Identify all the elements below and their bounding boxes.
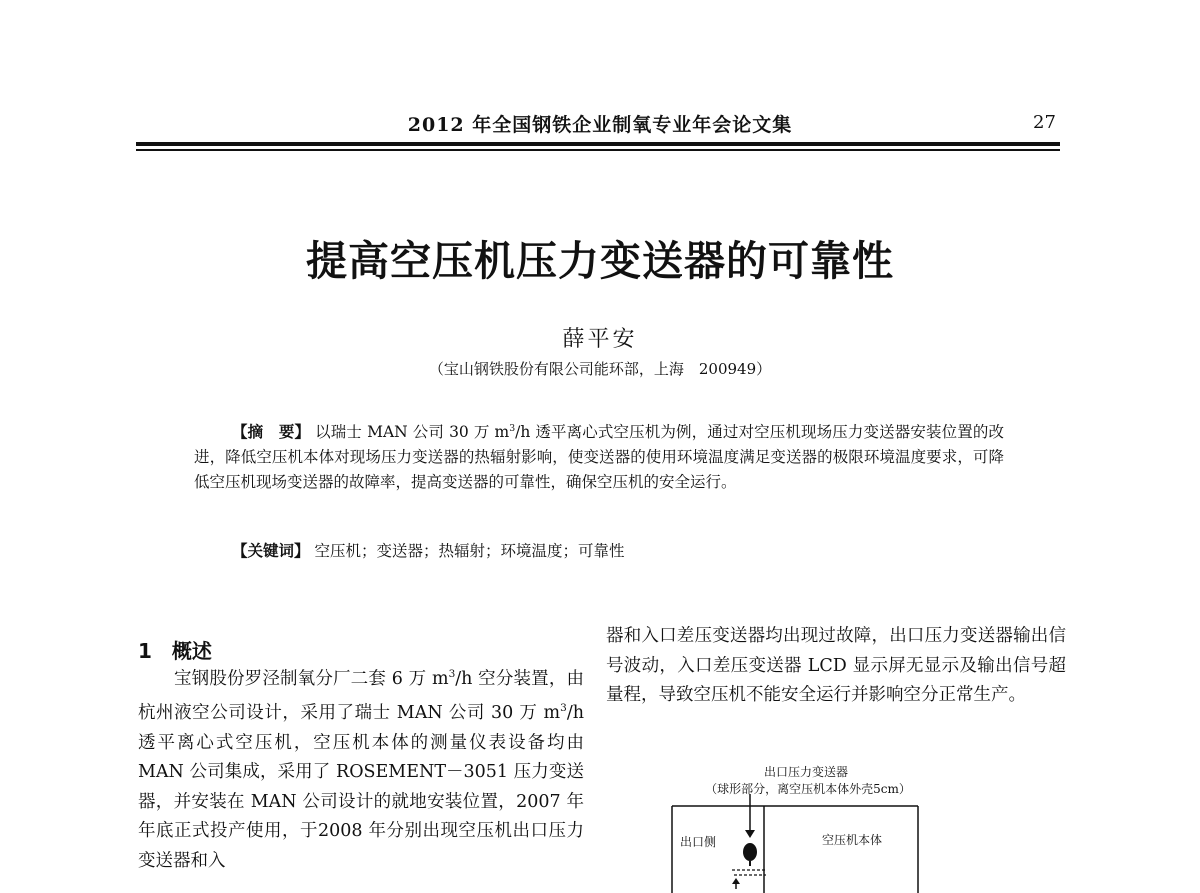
- header-rule-thick: [136, 142, 1060, 146]
- section-heading: 1 概述: [138, 639, 212, 663]
- arrow-up-head: [732, 878, 740, 884]
- section-sup1: 3: [448, 668, 456, 680]
- abstract-label: 【摘 要】: [232, 422, 311, 442]
- paper-title: 提高空压机压力变送器的可靠性: [306, 237, 894, 285]
- keywords-label: 【关键词】: [232, 541, 310, 560]
- journal-header: 2012 年全国钢铁企业制氧专业年会论文集: [407, 114, 793, 136]
- abstract-text-a: 以瑞士 MAN 公司 30 万 m: [310, 423, 510, 442]
- figure-label-sub: （球形部分，离空压机本体外壳5cm）: [705, 782, 911, 796]
- section-text-a: 宝钢股份罗泾制氧分厂二套 6 万 m: [174, 668, 449, 689]
- section-text-b: /h 空分装置，由杭州液空公司设计，采用了瑞士 MAN 公司 30 万 m: [138, 668, 584, 724]
- keywords: [232, 539, 624, 561]
- arrow-down-head: [745, 830, 755, 838]
- section-body-right: 器和入口差压变送器均出现过故障，出口压力变送器输出信号波动，入口差压变送器 LCD 显示屏无显示及输出信号超量程，导致空压机不能安全运行并影响空分正常生产。: [606, 626, 1066, 705]
- abstract: [194, 416, 1004, 495]
- compressor-body-label: 空压机本体: [822, 833, 883, 847]
- page-number: 27: [1033, 112, 1056, 133]
- section-text-c: /h 透平离心式空压机，空压机本体的测量仪表设备均由 MAN 公司集成，采用了 ROSEMENT－3051 压力变送器，并安装在 MAN 公司设计的就地安装位置，2007 年年底正式投产使用，于2008 年分别出现空压机出口压力变送器和入: [138, 703, 584, 871]
- section-sup2: 3: [560, 702, 567, 715]
- abstract-text-b: /h 透平离心式空压机为例，通过对空压机现场压力变送器安装位置的改进，降低空压机本体对现场压力变送器的热辐射影响，使变送器的使用环境温度满足变送器的极限环境温度要求，可降低空压机现场变送器的故障率，提高变送器的可靠性，确保空压机的安全运行。: [194, 423, 1004, 492]
- header-rule-thin: [136, 149, 1060, 151]
- keywords-text: 空压机；变送器；热辐射；环境温度；可靠性: [309, 542, 625, 560]
- author: 薛平安: [562, 327, 638, 352]
- section-body-left: [138, 660, 584, 876]
- abstract-sup: 3: [509, 423, 516, 434]
- transmitter-sphere: [743, 843, 757, 861]
- affiliation: （宝山钢铁股份有限公司能环部，上海 200949）: [428, 360, 772, 378]
- outlet-side-label: 出口侧: [680, 835, 717, 849]
- figure-label-top: 出口压力变送器: [763, 765, 848, 779]
- figure-diagram: [600, 794, 1200, 893]
